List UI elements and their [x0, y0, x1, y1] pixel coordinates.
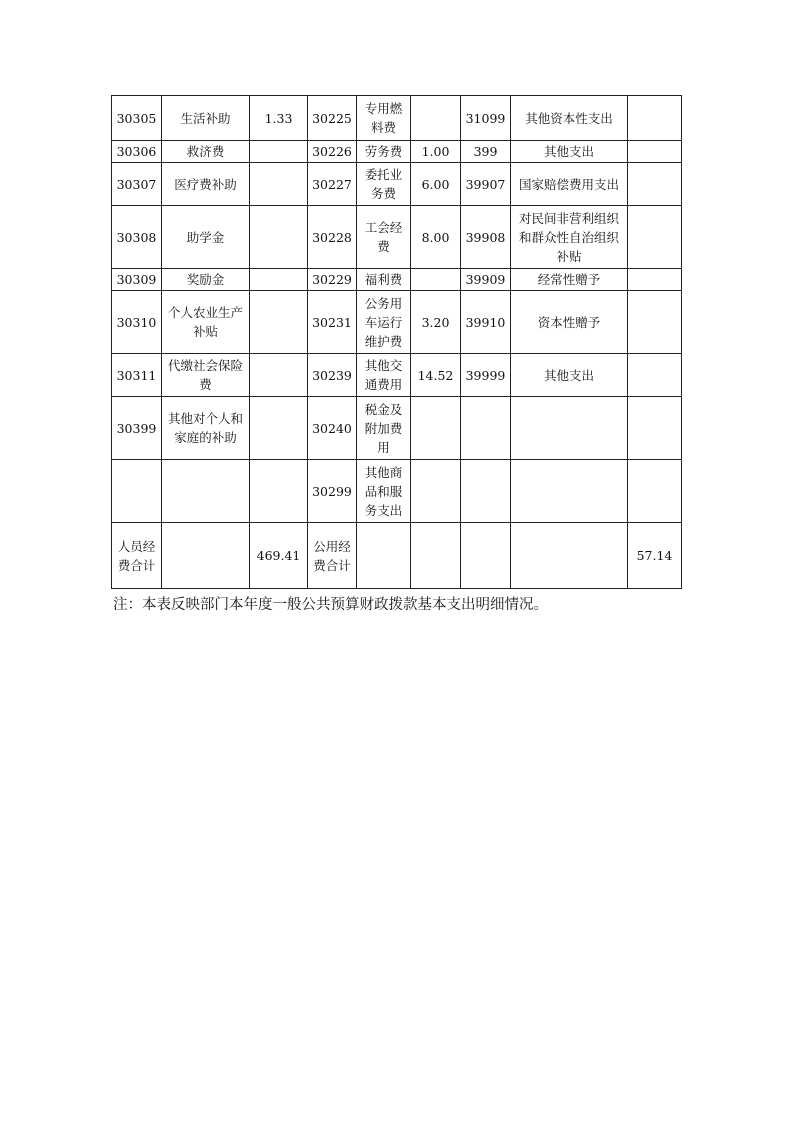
item-cell: 福利费: [357, 269, 411, 291]
table-row: [112, 291, 682, 354]
amount-cell: [250, 141, 308, 163]
item-cell: 委托业务费: [357, 163, 411, 206]
amount-cell: [628, 397, 682, 460]
table-row: [112, 206, 682, 269]
code-cell: 30399: [112, 397, 162, 460]
amount-cell: 14.52: [411, 354, 461, 397]
code-cell: 30226: [308, 141, 357, 163]
item-cell: 资本性赠予: [511, 291, 628, 354]
amount-cell: [411, 397, 461, 460]
table-note: 注：本表反映部门本年度一般公共预算财政拨款基本支出明细情况。: [113, 597, 548, 613]
code-cell: 31099: [461, 96, 511, 141]
item-cell: 公务用车运行维护费: [357, 291, 411, 354]
code-cell: [112, 460, 162, 523]
amount-cell: [411, 460, 461, 523]
table-row: [112, 141, 682, 163]
code-cell: 30229: [308, 269, 357, 291]
totals-row: [112, 523, 682, 589]
amount-cell: [250, 206, 308, 269]
amount-cell: 6.00: [411, 163, 461, 206]
amount-cell: [250, 397, 308, 460]
table-row: [112, 163, 682, 206]
table-row: [112, 397, 682, 460]
amount-cell: [250, 163, 308, 206]
item-cell: 其他支出: [511, 141, 628, 163]
code-cell: 30309: [112, 269, 162, 291]
code-cell: 399: [461, 141, 511, 163]
code-cell: 30307: [112, 163, 162, 206]
code-cell: 39907: [461, 163, 511, 206]
code-cell: 30227: [308, 163, 357, 206]
personnel-total-label: 人员经费合计: [112, 523, 162, 589]
code-cell: 30305: [112, 96, 162, 141]
code-cell: 30231: [308, 291, 357, 354]
code-cell: [461, 523, 511, 589]
amount-cell: [250, 291, 308, 354]
code-cell: 30228: [308, 206, 357, 269]
amount-cell: [250, 460, 308, 523]
code-cell: 39910: [461, 291, 511, 354]
amount-cell: 3.20: [411, 291, 461, 354]
item-cell: 救济费: [162, 141, 250, 163]
amount-cell: [411, 96, 461, 141]
item-cell: 其他支出: [511, 354, 628, 397]
item-cell: [511, 397, 628, 460]
item-cell: 对民间非营利组织和群众性自治组织补贴: [511, 206, 628, 269]
item-cell: 其他对个人和家庭的补助: [162, 397, 250, 460]
item-cell: [511, 460, 628, 523]
personnel-total-value: 469.41: [250, 523, 308, 589]
amount-cell: [628, 141, 682, 163]
public-total-label: 公用经费合计: [308, 523, 357, 589]
code-cell: 39908: [461, 206, 511, 269]
item-cell: 其他商品和服务支出: [357, 460, 411, 523]
empty-cell: [357, 523, 411, 589]
amount-cell: [411, 269, 461, 291]
item-cell: 生活补助: [162, 96, 250, 141]
item-cell: 工会经费: [357, 206, 411, 269]
item-cell: 税金及附加费用: [357, 397, 411, 460]
item-cell: 助学金: [162, 206, 250, 269]
code-cell: 39999: [461, 354, 511, 397]
table-row: [112, 96, 682, 141]
item-cell: 代缴社会保险费: [162, 354, 250, 397]
code-cell: 30225: [308, 96, 357, 141]
empty-cell: [162, 523, 250, 589]
code-cell: 39909: [461, 269, 511, 291]
code-cell: 30311: [112, 354, 162, 397]
item-cell: 其他资本性支出: [511, 96, 628, 141]
amount-cell: [628, 460, 682, 523]
code-cell: 30240: [308, 397, 357, 460]
item-cell: 医疗费补助: [162, 163, 250, 206]
table-row: [112, 460, 682, 523]
code-cell: [461, 460, 511, 523]
item-cell: 经常性赠予: [511, 269, 628, 291]
code-cell: 30310: [112, 291, 162, 354]
table-row: [112, 354, 682, 397]
item-cell: 专用燃料费: [357, 96, 411, 141]
code-cell: 30306: [112, 141, 162, 163]
amount-cell: [628, 206, 682, 269]
expenditure-table: [111, 95, 682, 589]
amount-cell: [628, 291, 682, 354]
item-cell: [162, 460, 250, 523]
amount-cell: 1.33: [250, 96, 308, 141]
item-cell: 个人农业生产补贴: [162, 291, 250, 354]
amount-cell: 8.00: [411, 206, 461, 269]
item-cell: 劳务费: [357, 141, 411, 163]
amount-cell: [250, 354, 308, 397]
amount-cell: [628, 354, 682, 397]
code-cell: 30308: [112, 206, 162, 269]
item-cell: 奖励金: [162, 269, 250, 291]
amount-cell: [250, 269, 308, 291]
amount-cell: 1.00: [411, 141, 461, 163]
amount-cell: [628, 96, 682, 141]
code-cell: 30239: [308, 354, 357, 397]
amount-cell: [628, 163, 682, 206]
amount-cell: [628, 269, 682, 291]
public-total-value: [411, 523, 461, 589]
item-cell: [511, 523, 628, 589]
grand-total-value: 57.14: [628, 523, 682, 589]
item-cell: 其他交通费用: [357, 354, 411, 397]
table-row: [112, 269, 682, 291]
item-cell: 国家赔偿费用支出: [511, 163, 628, 206]
code-cell: 30299: [308, 460, 357, 523]
code-cell: [461, 397, 511, 460]
